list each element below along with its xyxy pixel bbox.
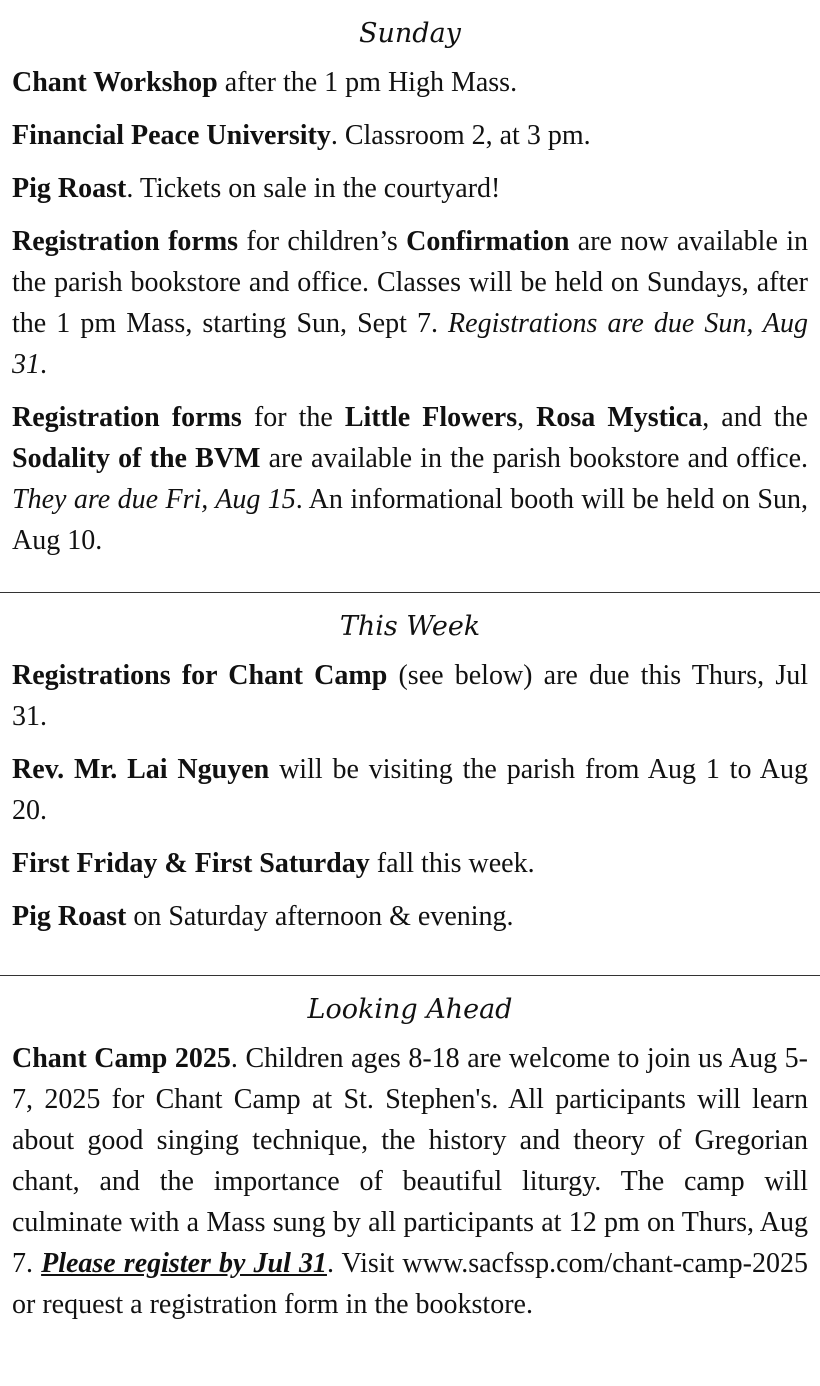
announcement-title: Registration forms	[12, 226, 239, 257]
registration-deadline-emphasis: Please register by Jul 31	[41, 1248, 327, 1279]
announcement-title: Pig Roast	[12, 173, 127, 204]
announcement-text: are now available in the parish bookstore and office. Classes will be held on Sundays, after the 1 pm Mass, starting Sun, Sept 7.	[12, 226, 809, 339]
section-sunday	[0, 0, 820, 592]
announcement-confirmation	[12, 221, 808, 385]
announcement-title: Chant Workshop	[12, 67, 218, 98]
announcement-chant-camp-2025	[12, 1038, 808, 1325]
section-heading-this-week: This Week	[339, 611, 481, 642]
announcement-text: after the 1 pm High Mass.	[217, 67, 518, 98]
announcement-deadline: Registrations are due Sun, Aug 31	[12, 308, 808, 380]
announcement-keyword: Sodality of the BVM	[12, 443, 261, 474]
section-this-week	[0, 593, 820, 975]
announcement-text: .	[40, 349, 47, 380]
announcement-text: . Children ages 8-18 are welcome to join us Aug 5-7, 2025 for Chant Camp at St. Stephen's. All participants will learn about good singing technique, the history and theory of Gregorian chant, and the importance of beautiful liturgy. The camp will culminate with a Mass sung by all participants at 12 pm on Thurs, Aug 7.	[12, 1043, 808, 1279]
announcement-chant-camp-registration	[12, 655, 808, 737]
section-heading-looking-ahead: Looking Ahead	[307, 994, 513, 1025]
announcement-text: ,	[517, 402, 537, 433]
announcement-keyword: Confirmation	[406, 226, 570, 257]
announcement-financial-peace	[12, 115, 808, 156]
section-heading-sunday: Sunday	[359, 18, 461, 49]
announcement-text: will be visiting the parish from Aug 1 to Aug 20.	[12, 754, 808, 826]
announcement-text: . Classroom 2, at 3 pm.	[330, 120, 591, 151]
announcement-title: Chant Camp 2025	[12, 1043, 231, 1074]
announcement-title: Pig Roast	[12, 901, 127, 932]
announcement-pig-roast-tickets	[12, 168, 808, 209]
announcement-first-friday	[12, 843, 808, 884]
announcement-text: , and the	[702, 402, 808, 433]
announcement-chant-workshop	[12, 62, 808, 103]
section-looking-ahead	[0, 976, 820, 1325]
announcement-title: Registration forms	[12, 402, 242, 433]
announcement-text: (see below) are due this Thurs, Jul 31.	[12, 660, 809, 732]
announcement-text: . Visit www.sacfssp.com/chant-camp-2025 or request a registration form in the bookstore.	[12, 1248, 809, 1320]
announcement-deadline: They are due Fri, Aug 15	[12, 484, 296, 515]
announcement-text: on Saturday afternoon & evening.	[126, 901, 514, 932]
announcement-keyword: Rosa Mystica	[536, 402, 703, 433]
announcement-title: Registrations for Chant Camp	[12, 660, 388, 691]
announcement-pig-roast	[12, 896, 808, 937]
announcement-text: are available in the parish bookstore and office.	[260, 443, 808, 474]
announcement-text: . An informational booth will be held on Sun, Aug 10.	[12, 484, 808, 556]
announcement-youth-groups	[12, 397, 808, 561]
announcement-text: for children’s	[238, 226, 407, 257]
announcement-text: for the	[241, 402, 345, 433]
announcement-visitor	[12, 749, 808, 831]
announcement-title: Financial Peace University	[12, 120, 331, 151]
announcement-title: Rev. Mr. Lai Nguyen	[12, 754, 270, 785]
announcement-keyword: Little Flowers	[344, 402, 518, 433]
announcement-title: First Friday & First Saturday	[12, 848, 370, 879]
announcement-text: . Tickets on sale in the courtyard!	[126, 173, 501, 204]
announcement-text: fall this week.	[369, 848, 535, 879]
